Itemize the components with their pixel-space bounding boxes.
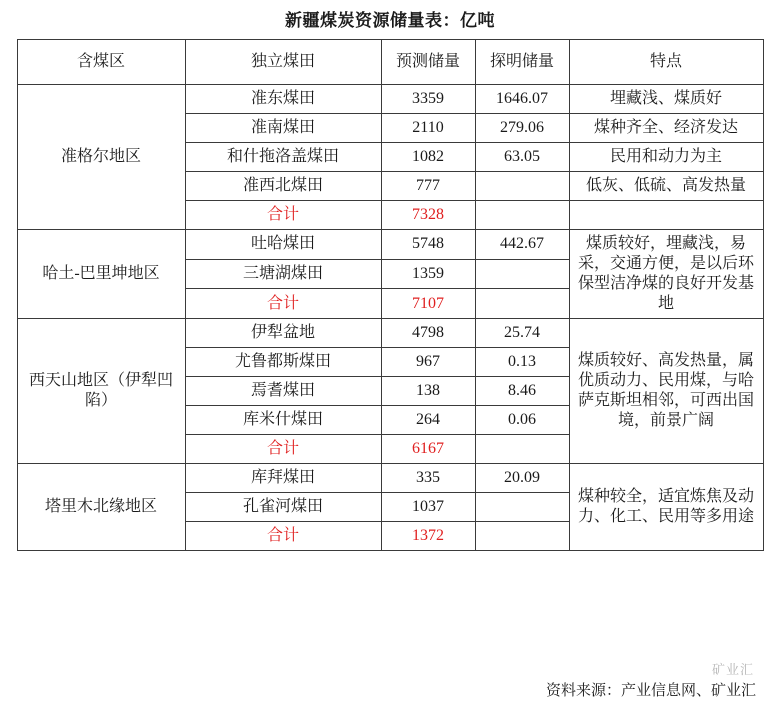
total-label-cell: 合计 — [185, 289, 381, 319]
column-header-predicted: 预测储量 — [381, 40, 475, 85]
field-cell: 三塘湖煤田 — [185, 259, 381, 289]
field-cell: 孔雀河煤田 — [185, 493, 381, 522]
total-label-cell: 合计 — [185, 435, 381, 464]
total-proven-cell — [475, 201, 569, 230]
table-body — [17, 85, 763, 551]
feature-cell: 煤质较好、高发热量，属优质动力、民用煤，与哈萨克斯坦相邻，可西出国境，前景广阔 — [569, 319, 763, 464]
source-note: 资料来源：产业信息网、矿业汇 — [545, 683, 756, 699]
column-header-field: 独立煤田 — [185, 40, 381, 85]
feature-cell: 低灰、低硫、高发热量 — [569, 172, 763, 201]
field-cell: 准西北煤田 — [185, 172, 381, 201]
proven-cell: 25.74 — [475, 319, 569, 348]
feature-cell: 煤种较全，适宜炼焦及动力、化工、民用等多用途 — [569, 464, 763, 551]
field-cell: 库拜煤田 — [185, 464, 381, 493]
table-header — [17, 40, 763, 85]
predicted-cell: 3359 — [381, 85, 475, 114]
predicted-cell: 1359 — [381, 259, 475, 289]
total-label-cell: 合计 — [185, 201, 381, 230]
proven-cell — [475, 493, 569, 522]
predicted-cell: 335 — [381, 464, 475, 493]
total-predicted-cell: 7107 — [381, 289, 475, 319]
proven-cell: 0.06 — [475, 406, 569, 435]
region-cell: 准格尔地区 — [17, 85, 185, 230]
column-header-proven: 探明储量 — [475, 40, 569, 85]
region-cell: 塔里木北缘地区 — [17, 464, 185, 551]
feature-cell: 民用和动力为主 — [569, 143, 763, 172]
table-row — [17, 319, 763, 348]
field-cell: 焉耆煤田 — [185, 377, 381, 406]
field-cell: 和什拖洛盖煤田 — [185, 143, 381, 172]
feature-cell: 埋藏浅、煤质好 — [569, 85, 763, 114]
field-cell: 吐哈煤田 — [185, 230, 381, 260]
proven-cell — [475, 172, 569, 201]
field-cell: 尤鲁都斯煤田 — [185, 348, 381, 377]
total-proven-cell — [475, 435, 569, 464]
total-predicted-cell: 6167 — [381, 435, 475, 464]
field-cell: 库米什煤田 — [185, 406, 381, 435]
predicted-cell: 777 — [381, 172, 475, 201]
field-cell: 伊犁盆地 — [185, 319, 381, 348]
column-header-feature: 特点 — [569, 40, 763, 85]
predicted-cell: 138 — [381, 377, 475, 406]
column-header-region: 含煤区 — [17, 40, 185, 85]
table-row — [17, 85, 763, 114]
proven-cell: 1646.07 — [475, 85, 569, 114]
coal-reserves-table — [17, 39, 764, 551]
table-row — [17, 230, 763, 260]
predicted-cell: 264 — [381, 406, 475, 435]
proven-cell: 0.13 — [475, 348, 569, 377]
predicted-cell: 2110 — [381, 114, 475, 143]
region-cell: 西天山地区（伊犁凹陷） — [17, 319, 185, 464]
predicted-cell: 4798 — [381, 319, 475, 348]
total-label-cell: 合计 — [185, 522, 381, 551]
predicted-cell: 967 — [381, 348, 475, 377]
feature-cell-empty — [569, 201, 763, 230]
total-predicted-cell: 1372 — [381, 522, 475, 551]
proven-cell — [475, 259, 569, 289]
table-row — [17, 464, 763, 493]
region-cell: 哈土-巴里坤地区 — [17, 230, 185, 319]
total-predicted-cell: 7328 — [381, 201, 475, 230]
page-title: 新疆煤炭资源储量表：亿吨 — [285, 11, 495, 30]
field-cell: 准南煤田 — [185, 114, 381, 143]
proven-cell: 442.67 — [475, 230, 569, 260]
proven-cell: 279.06 — [475, 114, 569, 143]
total-proven-cell — [475, 289, 569, 319]
proven-cell: 20.09 — [475, 464, 569, 493]
watermark-label: 矿业汇 — [711, 662, 754, 677]
predicted-cell: 5748 — [381, 230, 475, 260]
header-row — [17, 40, 763, 85]
predicted-cell: 1082 — [381, 143, 475, 172]
feature-cell: 煤质较好，埋藏浅，易采，交通方便，是以后环保型洁净煤的良好开发基地 — [569, 230, 763, 319]
proven-cell: 8.46 — [475, 377, 569, 406]
feature-cell: 煤种齐全、经济发达 — [569, 114, 763, 143]
predicted-cell: 1037 — [381, 493, 475, 522]
proven-cell: 63.05 — [475, 143, 569, 172]
total-proven-cell — [475, 522, 569, 551]
field-cell: 准东煤田 — [185, 85, 381, 114]
